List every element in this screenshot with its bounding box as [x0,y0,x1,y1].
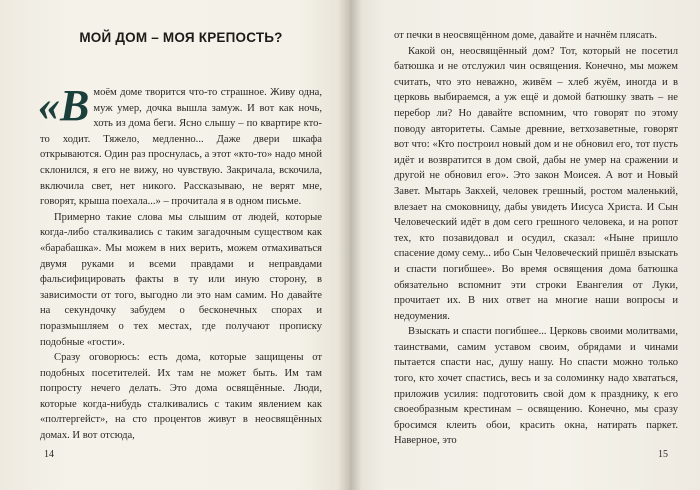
paragraph-2: Примерно такие слова мы слышим от людей, которые когда-либо сталкивались с таким загадочным существом как «барабашка». Мы можем в них верить, можем отмахиваться двумя руками и всеми правдами и неправдами фальсифицировать факты в ту или иную сторону, в зависимости от того, выгодно ли это нам самим. Но давайте на секундочку забудем о бесконечных спорах и поразмышляем о тех местах, где получают прописку подобные «гости». [40,211,322,348]
drop-cap: «В [38,81,90,130]
paragraph-continued: от печки в неосвящённом доме, давайте и начнём плясать. [394,30,658,41]
paragraph-3: Сразу оговорюсь: есть дома, которые защищены от подобных посетителей. Их там не может быть. Им там попросту нечего делать. Это дома освящённые. Люди, которые когда-нибудь сталкивались с таким явлением как «полтергейст», на сто процентов живут в неосвящённых домах. И вот отсюда, [40,352,322,442]
paragraph-4: Какой он, неосвящённый дом? Тот, который не посетил батюшка и не отслужил чин освящения. Конечно, мы можем считать, что это неважно, живём – хлеб жуём, иногда и в церковь выбираемся, а уж ещё и домой батюшку звать – не перебор ли? Но давайте вспомним, что говорят по этому поводу авторитеты. Самые древние, ветхозаветные, говорят вот что: «Кто построил новый дом и не обновил его, тот пусть идёт и возвратится в дом свой, дабы не умер на сражении и другой не обновил его». Это закон Моисея. А вот и Новый Завет. Мытарь Закхей, человек грешный, ростом маленький, влезает на смоковницу, дабы увидеть Иисуса Христа. И Сын Человеческий идёт в дом сего грешного человека, и на ропот тех, кто позавидовал и осудил, сказал: «Ныне пришло спасение дому сему... ибо Сын Человеческий пришёл взыскать и спасти погибшее». Во время освящения дома батюшка обязательно вспомнит эти строки Евангелия от Луки, прочитает их. В них ответ на многие наши вопросы и недоумения. [394,45,678,322]
right-page [350,0,700,490]
right-page-text [394,28,678,449]
page-number-left: 14 [44,449,54,460]
paragraph-1 [38,81,322,210]
paragraph-5: Взыскать и спасти погибшее... Церковь своими молитвами, таинствами, самим уставом своим, обрядами и чинами пытается спасти нас, душу нашу. Но спасти можно только того, кто хочет спастись, весь и за соломинку надо хвататься, приложив усилия: подготовить свой дом к празднику, к его своеобразным крестинам – освящению. Конечно, мы сразу бросимся клеить обои, красить окна, натирать паркет. Наверное, это [394,326,678,447]
page-number-right: 15 [658,449,668,460]
chapter-title: МОЙ ДОМ – МОЯ КРЕПОСТЬ? [79,30,283,45]
left-page-text [38,81,322,444]
paragraph-1-text: моём доме творится что-то страшное. Живу одна, муж умер, дочка вышла замуж. И вот как ночь, хоть из дома беги. Ясно слышу – по квартире кто-то ходит. Тяжело, медленно... Даже двери шкафа открываются. Один раз проснулась, а этот «кто-то» надо мной склонился, я его не вижу, но чувствую. Закричала, вскочила, включила свет, нет никого. Рассказываю, не верят мне, говорят, крыша поехала...» – прочитала я в одном письме. [40,87,322,208]
